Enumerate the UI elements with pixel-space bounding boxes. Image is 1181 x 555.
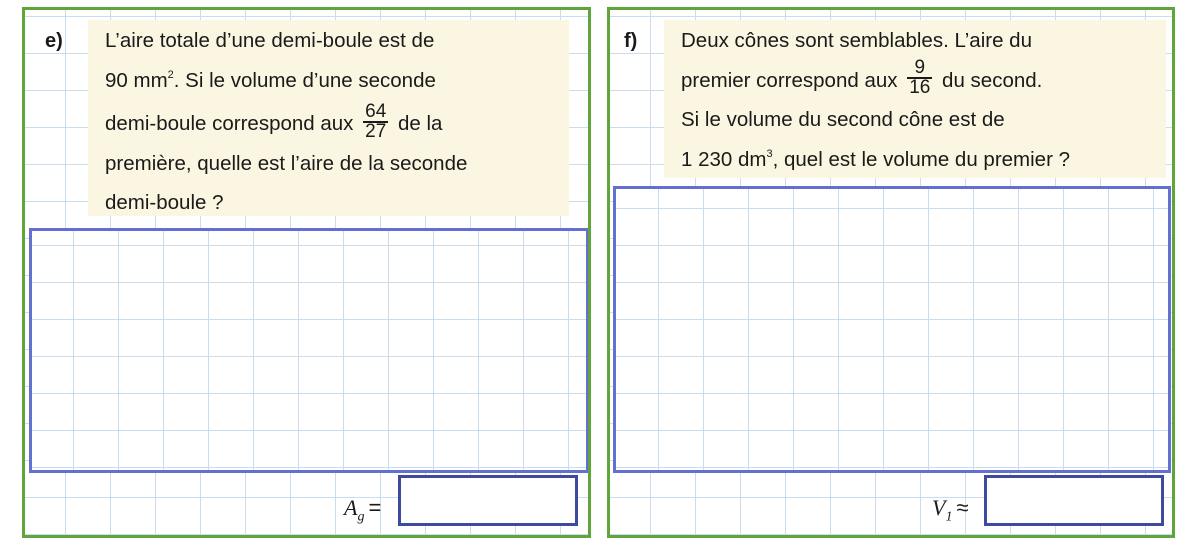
- question-e-line-2-rest: . Si le volume d’une seconde: [173, 68, 436, 92]
- exercise-f-label: f): [624, 30, 638, 52]
- answer-f-input[interactable]: [984, 475, 1164, 526]
- work-area-f[interactable]: [613, 186, 1171, 473]
- fraction-numerator: 9: [907, 59, 932, 79]
- answer-variable: A: [344, 495, 358, 520]
- answer-f-label: [932, 495, 969, 525]
- question-f-line-3: Si le volume du second cône est de: [681, 108, 1005, 132]
- question-e-line-3-start: demi-boule correspond aux: [105, 112, 354, 135]
- answer-subscript: 1: [945, 509, 953, 525]
- question-f-line-4-rest: , quel est le volume du premier ?: [772, 147, 1071, 171]
- unit-exponent: 2: [167, 68, 174, 81]
- question-e-text: [105, 21, 563, 223]
- question-e-line-1: L’aire totale d’une demi-boule est de: [105, 29, 435, 52]
- fraction-denominator: 16: [909, 77, 931, 99]
- unit-exponent: 3: [766, 147, 773, 160]
- answer-e-label: [344, 495, 381, 525]
- question-e-box: [88, 20, 569, 216]
- exercise-e-panel: [22, 7, 591, 538]
- answer-e-input[interactable]: [398, 475, 578, 526]
- question-e-line-2: [105, 61, 563, 105]
- exercise-f-panel: [607, 7, 1175, 538]
- fraction-denominator: 27: [365, 120, 387, 142]
- question-e-line-3: [105, 100, 563, 144]
- question-f-line-1: Deux cônes sont semblables. L’aire du: [681, 29, 1032, 52]
- equals-sign: =: [368, 495, 382, 520]
- area-value: 90 mm: [105, 68, 168, 92]
- question-f-line-2: [681, 57, 1160, 101]
- work-area-e[interactable]: [29, 228, 589, 473]
- question-f-text: [681, 21, 1160, 183]
- fraction-numerator: 64: [365, 100, 387, 122]
- question-f-line-2-start: premier correspond aux: [681, 68, 898, 92]
- ratio-fraction: [363, 100, 388, 142]
- ratio-fraction: [907, 59, 932, 97]
- volume-value: 1 230 dm: [681, 147, 767, 171]
- question-f-line-4: [681, 140, 1160, 184]
- approx-sign: ≈: [956, 495, 969, 520]
- exercise-e-label: e): [45, 30, 63, 52]
- answer-subscript: g: [357, 509, 365, 525]
- question-f-box: [664, 20, 1166, 178]
- answer-variable: V: [932, 495, 946, 520]
- question-e-line-5: demi-boule ?: [105, 191, 224, 215]
- question-f-line-2-end: du second.: [942, 68, 1043, 92]
- question-e-line-3-end: de la: [397, 112, 443, 135]
- question-e-line-4: première, quelle est l’aire de la seconde: [105, 151, 468, 175]
